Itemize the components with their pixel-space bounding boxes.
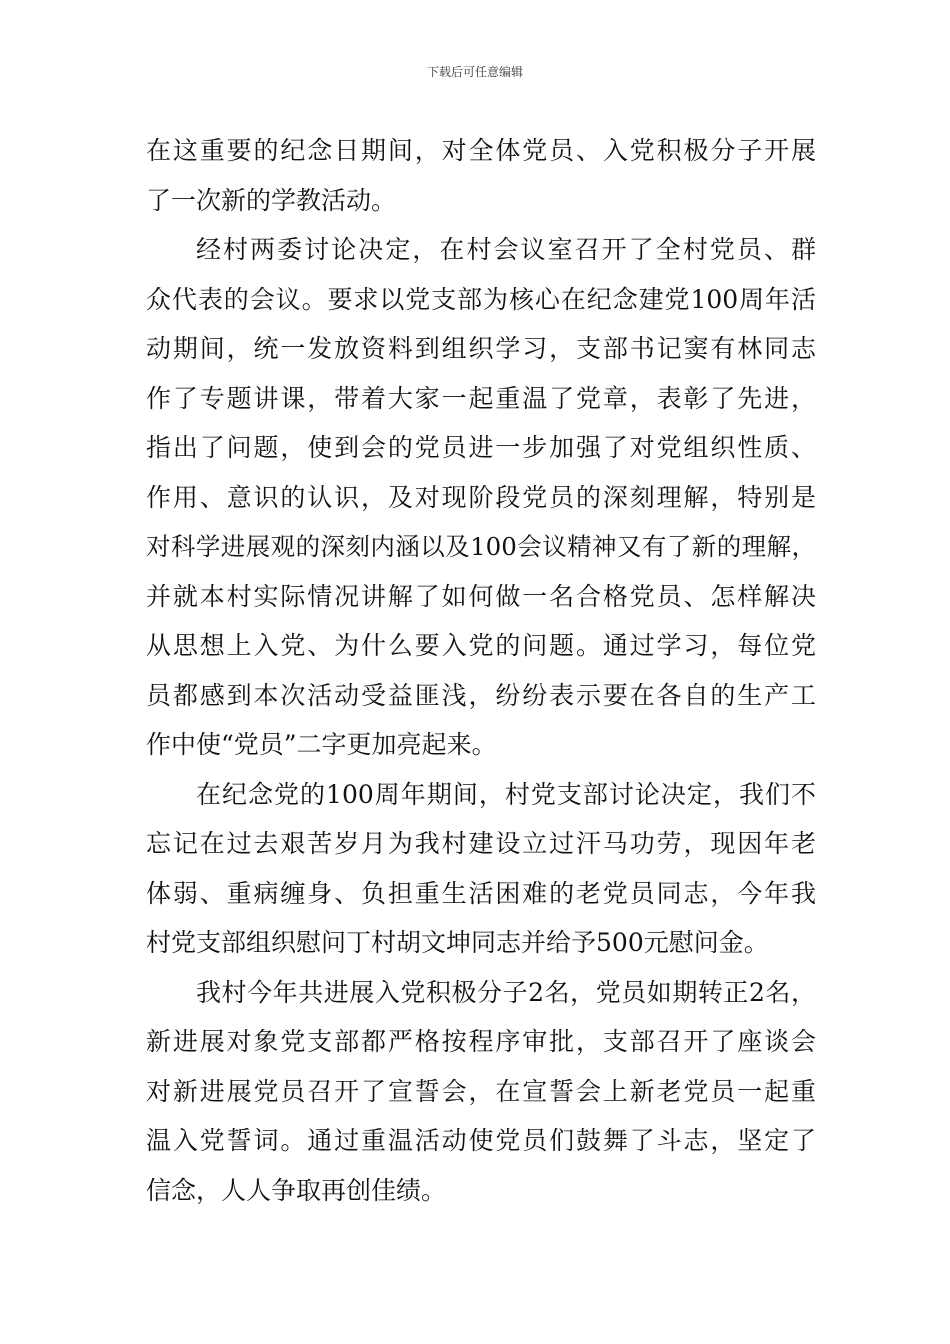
- text-line: 并就本村实际情况讲解了如何做一名合格党员、怎样解决: [146, 581, 816, 611]
- text-line: 员都感到本次活动受益匪浅，纷纷表示要在各自的生产工: [146, 680, 816, 710]
- document-body: [146, 126, 816, 1215]
- text-line: 众代表的会议。要求以党支部为核心在纪念建党100周年活: [146, 284, 816, 314]
- text-line: 对科学进展观的深刻内涵以及100会议精神又有了新的理解，: [146, 532, 816, 561]
- text-line: 温入党誓词。通过重温活动使党员们鼓舞了斗志，坚定了: [146, 1126, 816, 1155]
- text-line: 从思想上入党、为什么要入党的问题。通过学习，每位党: [146, 631, 816, 660]
- text-line: 经村两委讨论决定，在村会议室召开了全村党员、群: [196, 235, 816, 264]
- text-line: 作了专题讲课，带着大家一起重温了党章，表彰了先进，: [146, 383, 816, 413]
- text-line: 忘记在过去艰苦岁月为我村建设立过汗马功劳，现因年老: [146, 829, 816, 858]
- text-line: 作中使“党员”二字更加亮起来。: [146, 730, 497, 759]
- text-line: 体弱、重病缠身、负担重生活困难的老党员同志，今年我: [146, 878, 816, 908]
- text-line: 指出了问题，使到会的党员进一步加强了对党组织性质、: [146, 433, 816, 462]
- text-line: 在纪念党的100周年期间，村党支部讨论决定，我们不: [196, 779, 816, 809]
- text-line: 动期间，统一发放资料到组织学习，支部书记窦有林同志: [146, 334, 816, 363]
- text-line: 新进展对象党支部都严格按程序审批，支部召开了座谈会: [146, 1027, 816, 1056]
- text-line: 信念，人人争取再创佳绩。: [146, 1175, 447, 1205]
- text-line: 作用、意识的认识，及对现阶段党员的深刻理解，特别是: [146, 482, 816, 512]
- text-line: 我村今年共进展入党积极分子2名，党员如期转正2名，: [196, 977, 816, 1007]
- page-header: 下载后可任意编辑: [426, 65, 523, 79]
- text-line: 村党支部组织慰问丁村胡文坤同志并给予500元慰问金。: [146, 928, 769, 957]
- text-line: 了一次新的学教活动。: [146, 185, 397, 215]
- text-line: 在这重要的纪念日期间，对全体党员、入党积极分子开展: [146, 136, 816, 165]
- text-line: 对新进展党员召开了宣誓会，在宣誓会上新老党员一起重: [146, 1076, 816, 1106]
